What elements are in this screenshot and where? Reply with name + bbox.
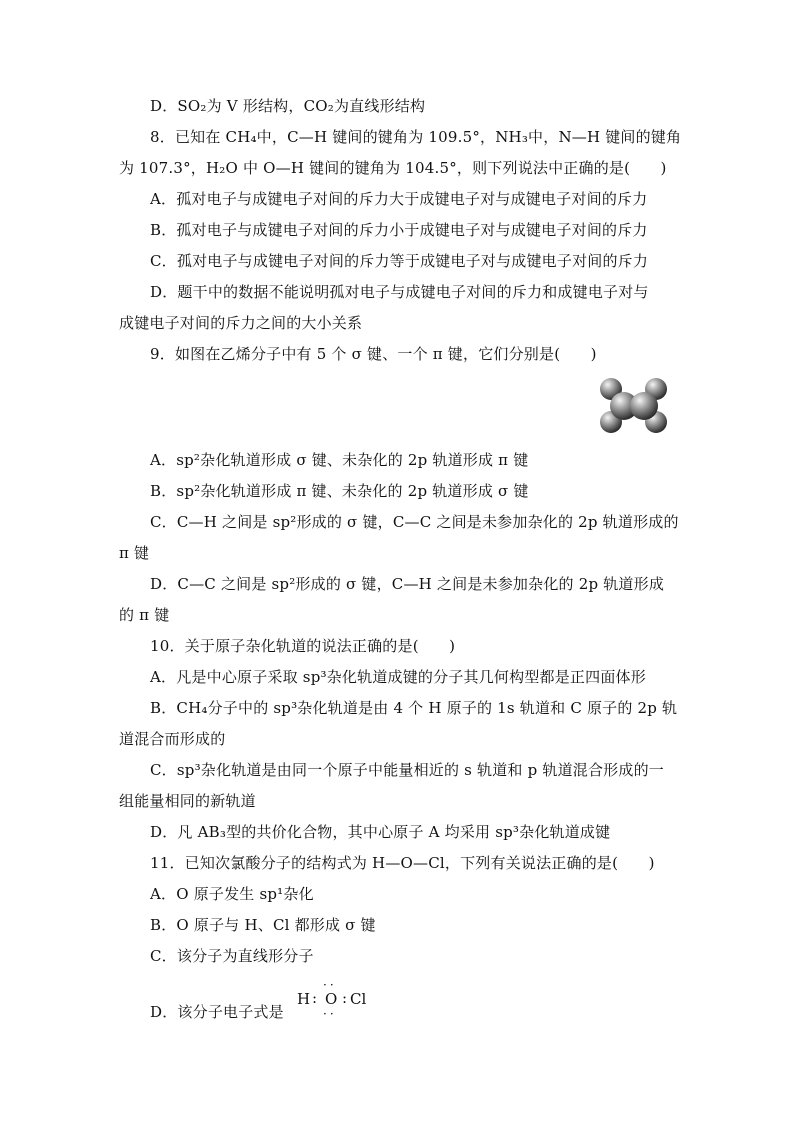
ef-dots-bottom: ·· — [323, 1007, 337, 1021]
option-b-q11: B．O 原子与 H、Cl 都形成 σ 键 — [150, 916, 376, 934]
option-a-q9: A．sp²杂化轨道形成 σ 键、未杂化的 2p 轨道形成 π 键 — [150, 451, 529, 469]
option-d-q8: D．题干中的数据不能说明孤对电子与成键电子对间的斥力和成键电子对与 — [150, 283, 649, 301]
option-d-q9: D．C—C 之间是 sp²形成的 σ 键，C—H 之间是未参加杂化的 2p 轨道形成 — [150, 575, 665, 593]
option-a-q10: A．凡是中心原子采取 sp³杂化轨道成键的分子其几何构型都是正四面体形 — [150, 668, 646, 686]
option-a-q11: A．O 原子发生 sp¹杂化 — [150, 885, 314, 903]
option-b-q10: B．CH₄分子中的 sp³杂化轨道是由 4 个 H 原子的 1s 轨道和 C 原子的 2p 轨 — [150, 699, 678, 717]
question-8-cont: 为 107.3°，H₂O 中 O—H 键间的键角为 104.5°，则下列说法中正确的是( ) — [119, 159, 667, 177]
ef-hydrogen: H — [297, 990, 311, 1008]
option-c-q10: C．sp³杂化轨道是由同一个原子中能量相近的 s 轨道和 p 轨道混合形成的一 — [150, 761, 664, 779]
option-d-q10: D．凡 AB₃型的共价化合物，其中心原子 A 均采用 sp³杂化轨道成键 — [150, 823, 611, 841]
ef-colon-right: : — [342, 989, 348, 1007]
option-b-q9: B．sp²杂化轨道形成 π 键、未杂化的 2p 轨道形成 σ 键 — [150, 482, 529, 500]
option-c-q9: C．C—H 之间是 sp²形成的 σ 键，C—C 之间是未参加杂化的 2p 轨道形成的 — [150, 513, 679, 531]
question-11: 11．已知次氯酸分子的结构式为 H—O—Cl，下列有关说法正确的是( ) — [150, 854, 655, 872]
option-b-q10-cont: 道混合而形成的 — [119, 730, 226, 748]
option-c-q11: C．该分子为直线形分子 — [150, 947, 314, 965]
question-10: 10．关于原子杂化轨道的说法正确的是( ) — [150, 637, 456, 655]
option-c-q9-cont: π 键 — [119, 544, 150, 562]
option-c-q10-cont: 组能量相同的新轨道 — [119, 792, 256, 810]
option-d-q7: D．SO₂为 V 形结构，CO₂为直线形结构 — [150, 97, 426, 115]
electron-formula — [295, 978, 375, 1028]
ef-dots-top: ·· — [323, 978, 337, 992]
option-b-q8: B．孤对电子与成键电子对间的斥力小于成键电子对与成键电子对间的斥力 — [150, 221, 648, 239]
option-a-q8: A．孤对电子与成键电子对间的斥力大于成键电子对与成键电子对间的斥力 — [150, 190, 648, 208]
ef-oxygen: O — [325, 990, 338, 1008]
carbon-atom — [630, 392, 658, 420]
ef-chlorine: Cl — [350, 990, 367, 1008]
option-d-q8-cont: 成键电子对间的斥力之间的大小关系 — [119, 314, 363, 332]
question-9: 9．如图在乙烯分子中有 5 个 σ 键、一个 π 键，它们分别是( ) — [150, 345, 597, 363]
ethylene-molecule-image — [598, 376, 670, 436]
ef-colon-left: : — [312, 989, 318, 1007]
question-8: 8．已知在 CH₄中，C—H 键间的键角为 109.5°，NH₃中，N—H 键间的键角 — [150, 128, 682, 146]
option-d-q9-cont: 的 π 键 — [119, 606, 170, 624]
option-d-q11: D．该分子电子式是 — [150, 1003, 284, 1021]
option-c-q8: C．孤对电子与成键电子对间的斥力等于成键电子对与成键电子对间的斥力 — [150, 252, 649, 270]
